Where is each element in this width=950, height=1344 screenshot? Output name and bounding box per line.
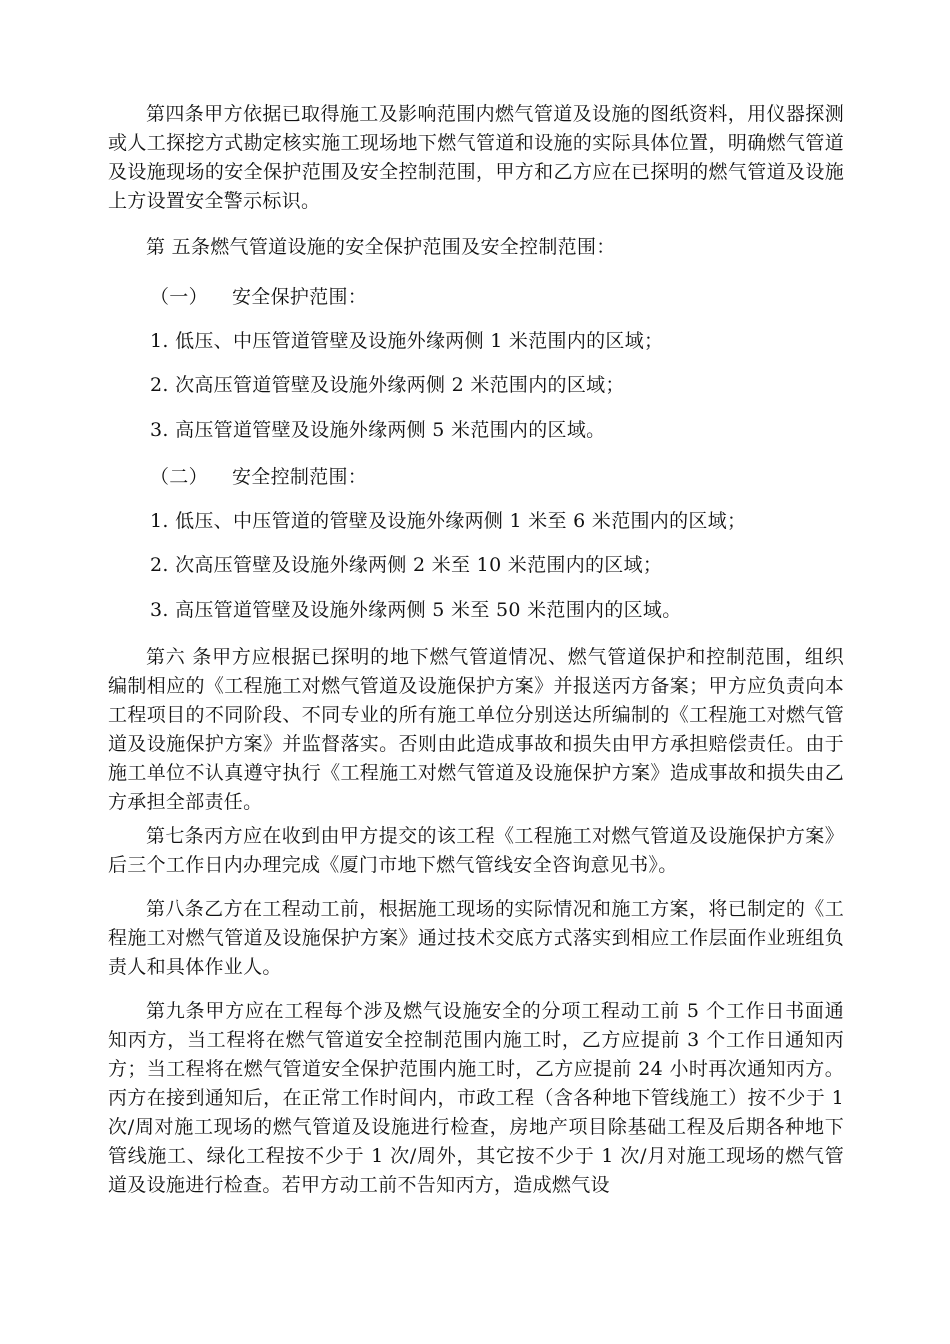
article-4-paragraph: 第四条甲方依据已取得施工及影响范围内燃气管道及设施的图纸资料，用仪器探测或人工探挖方式勘定核实施工现场地下燃气管道和设施的实际具体位置，明确燃气管道及设施现场的安全保护范围及安全控制范围，甲方和乙方应在已探明的燃气管道及设施上方设置安全警示标识。 <box>108 103 844 212</box>
article-7-paragraph: 第七条丙方应在收到由甲方提交的该工程《工程施工对燃气管道及设施保护方案》后三个工作日内办理完成《厦门市地下燃气管线安全咨询意见书》。 <box>108 825 844 876</box>
article-9-paragraph: 第九条甲方应在工程每个涉及燃气设施安全的分项工程动工前 5 个工作日书面通知丙方，当工程将在燃气管道安全控制范围内施工时，乙方应提前 3 个工作日通知丙方；当工程将在燃气管道安全保护范围内施工时，乙方应提前 24 小时再次通知丙方。丙方在接到通知后，在正常工作时间内，市政工程（含各种地下管线施工）按不少于 1 次/周对施工现场的燃气管道及设施进行检查，房地产项目除基础工程及后期各种地下管线施工、绿化工程按不少于 1 次/周外，其它按不少于 1 次/月对施工现场的燃气管道及设施进行检查。若甲方动工前不告知丙方，造成燃气设 <box>108 1000 844 1196</box>
article-6-paragraph: 第六 条甲方应根据已探明的地下燃气管道情况、燃气管道保护和控制范围，组织编制相应的《工程施工对燃气管道及设施保护方案》并报送丙方备案；甲方应负责向本工程项目的不同阶段、不同专业的所有施工单位分别送达所编制的《工程施工对燃气管道及设施保护方案》并监督落实。否则由此造成事故和损失由甲方承担赔偿责任。由于施工单位不认真遵守执行《工程施工对燃气管道及设施保护方案》造成事故和损失由乙方承担全部责任。 <box>108 646 844 813</box>
section-1-number: （一） <box>150 286 208 308</box>
section-2-number: （二） <box>150 466 208 488</box>
section-2-item-2: 2. 次高压管壁及设施外缘两侧 2 米至 10 米范围内的区域； <box>150 554 663 576</box>
article-8-paragraph: 第八条乙方在工程动工前，根据施工现场的实际情况和施工方案，将已制定的《工程施工对燃气管道及设施保护方案》通过技术交底方式落实到相应工作层面作业班组负责人和具体作业人。 <box>108 898 844 978</box>
section-2-title: 安全控制范围： <box>232 466 368 488</box>
section-1-item-2: 2. 次高压管道管壁及设施外缘两侧 2 米范围内的区域； <box>150 374 625 396</box>
section-1-item-3: 3. 高压管道管壁及设施外缘两侧 5 米范围内的区域。 <box>150 419 606 441</box>
section-2-item-3: 3. 高压管道管壁及设施外缘两侧 5 米至 50 米范围内的区域。 <box>150 599 682 621</box>
section-1-title: 安全保护范围： <box>232 286 368 308</box>
section-1-item-1: 1. 低压、中压管道管壁及设施外缘两侧 1 米范围内的区域； <box>150 330 664 352</box>
article-5-heading: 第 五条燃气管道设施的安全保护范围及安全控制范围： <box>146 236 616 258</box>
section-2-item-1: 1. 低压、中压管道的管壁及设施外缘两侧 1 米至 6 米范围内的区域； <box>150 510 747 532</box>
